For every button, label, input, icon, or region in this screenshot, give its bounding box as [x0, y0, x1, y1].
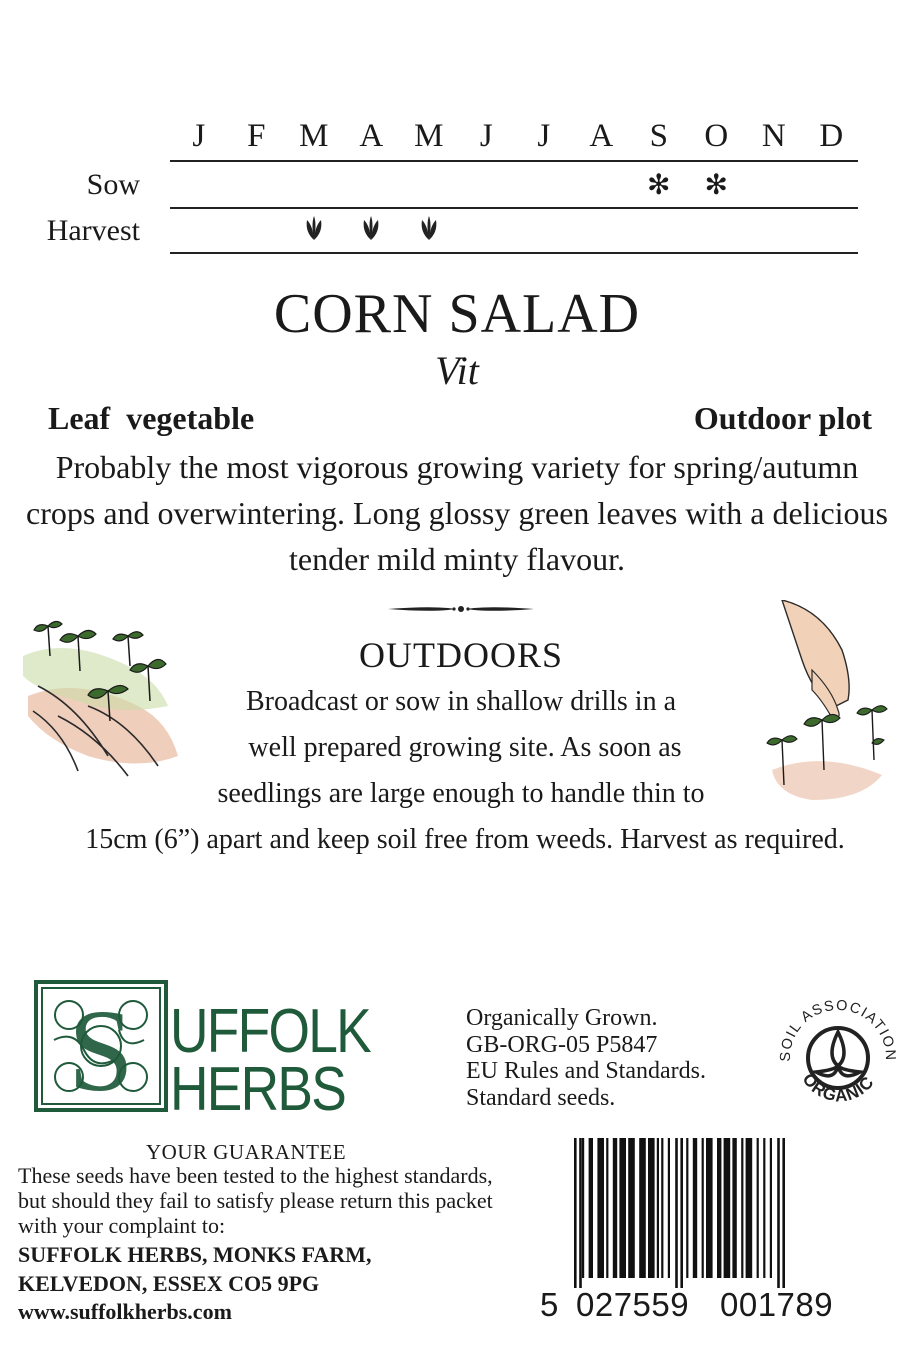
barcode-bar [613, 1138, 617, 1278]
barcode-bar [732, 1138, 736, 1278]
product-category: Leaf vegetable [48, 400, 255, 436]
barcode-bar [686, 1138, 688, 1278]
barcode-bar [724, 1138, 731, 1278]
brand-word-2: HERBS [170, 1055, 346, 1124]
barcode-bar [770, 1138, 772, 1278]
logo-initial: S [68, 985, 134, 1112]
barcode-bar [717, 1138, 721, 1278]
outdoors-heading: OUTDOORS [358, 635, 563, 675]
product-location: Outdoor plot [693, 400, 872, 436]
calendar-rule-middle [170, 207, 858, 209]
barcode-bar [582, 1138, 584, 1278]
month-label: A [359, 118, 384, 154]
ornament-divider [386, 602, 536, 616]
leaf-icon [285, 214, 343, 244]
month-label: O [704, 118, 729, 154]
barcode-digits-left: 027559 [576, 1286, 690, 1323]
barcode-guard-bar [579, 1138, 582, 1288]
guarantee-body: These seeds have been tested to the highest standards, but should they fail to satisfy please return this packet with your complaint to: [18, 1163, 493, 1238]
sow-asterisk-icon: ✻ [647, 170, 671, 201]
barcode-guard-bar [680, 1138, 683, 1288]
month-label: S [649, 118, 668, 154]
month-label: J [537, 118, 551, 154]
barcode-bar [746, 1138, 753, 1278]
leaf-icon [343, 214, 401, 244]
barcode-digits-right: 001789 [720, 1286, 834, 1323]
barcode-bar [661, 1138, 663, 1278]
barcode-bar [606, 1138, 608, 1278]
month-label: A [589, 118, 614, 154]
seedlings-illustration [18, 596, 193, 786]
barcode-digit-first: 5 [540, 1286, 559, 1323]
outdoors-line-2: well prepared growing site. As soon as [248, 732, 682, 763]
guarantee-heading: YOUR GUARANTEE [146, 1140, 347, 1164]
barcode-bar [668, 1138, 670, 1278]
barcode-bar [757, 1138, 759, 1278]
barcode-guard-bar [675, 1138, 678, 1288]
organic-line-1: Organically Grown. [466, 1005, 658, 1031]
svg-text:ORGANIC: ORGANIC [798, 1069, 878, 1106]
barcode-bar [657, 1138, 659, 1278]
month-label: J [192, 118, 206, 154]
organic-line-2: GB-ORG-05 P5847 [466, 1031, 658, 1058]
barcode-bar [648, 1138, 655, 1278]
sow-label: Sow [86, 168, 140, 201]
outdoors-line-4: 15cm (6”) apart and keep soil free from weeds. Harvest as required. [85, 824, 845, 855]
month-label: M [299, 118, 329, 154]
barcode [540, 1138, 860, 1288]
address-line-1: SUFFOLK HERBS, MONKS FARM, [18, 1242, 372, 1267]
month-label: N [761, 118, 786, 154]
product-variety: Vit [435, 348, 479, 393]
barcode-bar [741, 1138, 743, 1278]
month-label: D [819, 118, 844, 154]
suffolk-herbs-logo-emblem [34, 980, 168, 1112]
barcode-bar [628, 1138, 635, 1278]
barcode-bar [639, 1138, 646, 1278]
calendar-rule-bottom [170, 252, 858, 254]
barcode-bar [702, 1138, 704, 1278]
svg-text:SOIL ASSOCIATION: SOIL ASSOCIATION [777, 997, 899, 1062]
company-website: www.suffolkherbs.com [18, 1299, 232, 1324]
sow-asterisk-icon: ✻ [704, 170, 728, 201]
barcode-bar [693, 1138, 697, 1278]
hand-thinning-illustration [752, 600, 902, 815]
address-line-2: KELVEDON, ESSEX CO5 9PG [18, 1271, 320, 1296]
barcode-bar [763, 1138, 765, 1278]
month-label: J [479, 118, 493, 154]
barcode-bar [597, 1138, 604, 1278]
barcode-guard-bar [574, 1138, 577, 1288]
product-description: Probably the most vigorous growing variety for spring/autumn crops and overwintering. Long glossy green leaves with a delicious tender mild minty flavour. [26, 449, 888, 577]
harvest-label: Harvest [46, 214, 140, 247]
month-label: F [247, 118, 266, 154]
barcode-guard-bar [777, 1138, 780, 1288]
outdoors-line-1: Broadcast or sow in shallow drills in a [245, 686, 677, 717]
organic-line-4: Standard seeds. [466, 1084, 616, 1111]
month-header [170, 118, 860, 158]
leaf-icon [400, 214, 458, 244]
product-name: CORN SALAD [273, 283, 641, 345]
barcode-bar [706, 1138, 713, 1278]
brand-word-1: UFFOLK [170, 997, 371, 1066]
barcode-bar [619, 1138, 626, 1278]
barcode-bar [589, 1138, 593, 1278]
month-label: M [414, 118, 444, 154]
company-address [18, 1240, 371, 1298]
outdoors-line-3: seedlings are large enough to handle thin to [217, 778, 705, 809]
calendar-rule-top [170, 160, 858, 162]
organic-line-3: EU Rules and Standards. [466, 1058, 706, 1084]
soil-association-badge [776, 996, 900, 1112]
organic-info [466, 1005, 706, 1111]
barcode-guard-bar [782, 1138, 785, 1288]
